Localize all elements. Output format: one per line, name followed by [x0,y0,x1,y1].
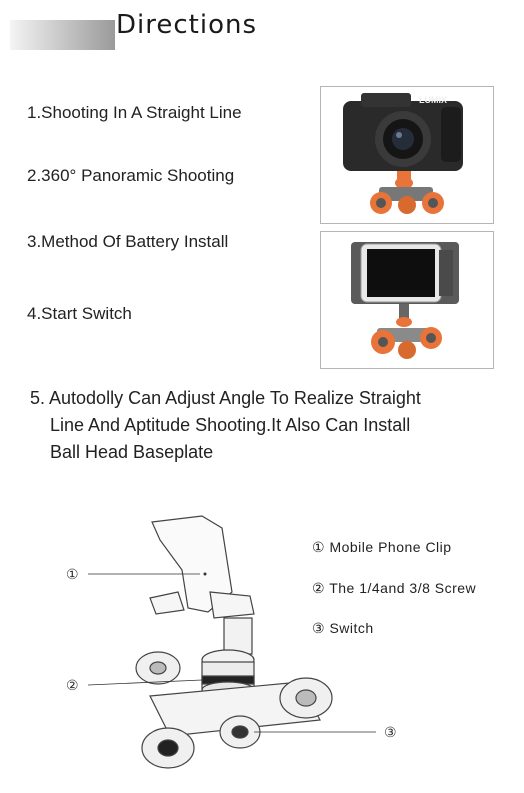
callout-2: ② [66,677,79,693]
direction-item-3: 3.Method Of Battery Install [27,232,229,251]
callout-1: ① [66,566,79,582]
phone-dolly-photo [320,231,494,369]
page-title: Directions [116,10,258,40]
legend-screw: ② The 1/4and 3/8 Screw [312,580,477,596]
camera-brand-label: LUMIX [419,95,447,105]
direction-item-5 [30,385,421,466]
direction-item-5-line-2: Line And Aptitude Shooting.It Also Can Install [50,415,411,435]
camera-dolly-photo [320,86,494,224]
direction-item-5-line-1: 5. Autodolly Can Adjust Angle To Realize Straight [30,388,421,408]
legend-phone-clip: ① Mobile Phone Clip [312,539,452,555]
direction-item-4: 4.Start Switch [27,304,132,323]
header-gradient-bar [10,20,115,50]
direction-item-1: 1.Shooting In A Straight Line [27,103,242,122]
legend-switch: ③ Switch [312,620,374,636]
direction-item-2: 2.360° Panoramic Shooting [27,166,235,185]
callout-3: ③ [384,724,397,740]
direction-item-5-line-3: Ball Head Baseplate [50,442,214,462]
